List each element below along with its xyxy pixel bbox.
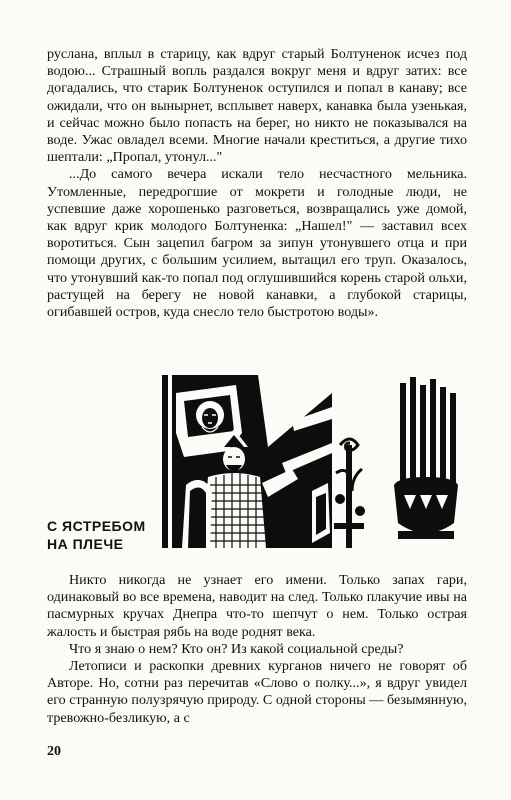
paragraph: Никто никогда не узнает его имени. Только запах гари, одинаковый во все времена, наводит на след. Только плакучие ивы на пасмурных кручах Днепра что-то шепчут о нем. Только острая жалость и быстрая рябь на воде роднят века. (47, 572, 467, 640)
paragraph: ...До самого вечера искали тело несчастного мельника. Утомленные, передрогшие от мокрети и голодные люди, не успевшие даже хорошенько разговеться, возвращались уже домой, как вдруг крик молодого Болтуненка: „Нашел!" — заставил всех воротиться. Сын зацепил багром за зипун утонувшего отца и при помощи других, с большим усилием, вытащил его труп. Оказалось, что утонувший как-то попал под оглушившийся корень старой ольхи, растущей на берегу не новой канавки, а глубокой старицы, огибавшей остров, куда снесло тело быстротою воды». (47, 166, 467, 321)
text-block-bottom (47, 572, 467, 727)
paragraph: Что я знаю о нем? Кто он? Из какой социальной среды? (69, 640, 404, 657)
page-number: 20 (47, 744, 61, 759)
paragraph: руслана, вплыл в старицу, как вдруг старый Болтуненок исчез под водою... Страшный вопль раздался вокруг меня и вдруг затих: все догадались, что старик Болтуненок оступился и попал в канаву; все ожидали, что он вынырнет, всплывет наверх, канавка была узенькая, и сейчас можно было попасть на берег, но никто не показывался на воде. Ужас овладел всеми. Многие начали креститься, а другие тихо шептали: „Пропал, утонул..." (47, 46, 467, 166)
section-heading-line: С ЯСТРЕБОМ (47, 518, 146, 534)
section-heading (47, 517, 146, 553)
section-heading-line: НА ПЛЕЧЕ (47, 536, 124, 552)
text-block-top (47, 46, 467, 321)
woodcut-illustration (162, 373, 462, 548)
paragraph: Летописи и раскопки древних курганов ничего не говорят об Авторе. Но, сотни раз перечитав «Слово о полку...», я вдруг увидел его странную полузрячую природу. С одной стороны — безымянную, тревожно-безликую, а с (47, 658, 467, 726)
